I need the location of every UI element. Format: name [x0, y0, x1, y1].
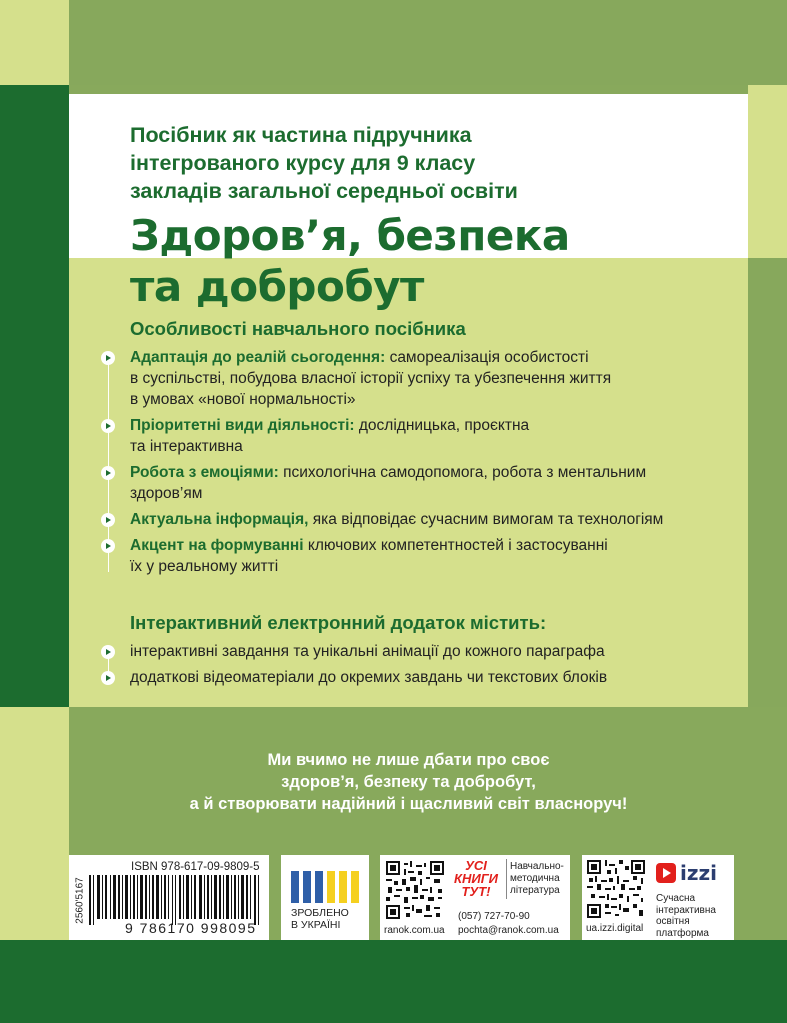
intro-line: інтегрованого курсу для 9 класу	[130, 151, 476, 175]
izzi-description: Сучасна інтерактивна освітня платформа	[656, 893, 716, 939]
isbn-label: ISBN 978-617-09-9809-5	[131, 861, 260, 873]
publisher-card	[380, 855, 570, 940]
intro-line: Посібник як частина підручника	[130, 123, 472, 147]
ukraine-flag-stripes-icon	[291, 871, 359, 903]
features-heading: Особливості навчального посібника	[130, 318, 466, 339]
arrow-bullet-icon	[101, 351, 115, 365]
intro-text	[130, 121, 730, 205]
divider	[506, 859, 507, 899]
item-highlight: Пріоритетні види діяльності:	[130, 417, 355, 434]
qr-code-icon[interactable]	[386, 861, 444, 919]
item-text: ключових компетентностей і застосуванні	[307, 537, 608, 554]
arrow-bullet-icon	[101, 466, 115, 480]
item-text: в умовах «нової нормальності»	[130, 391, 356, 408]
list-item	[108, 535, 728, 577]
publisher-description: Навчально- методична література	[510, 861, 564, 896]
stamp-text: УСІ КНИГИ ТУТ!	[453, 858, 499, 899]
arrow-bullet-icon	[101, 513, 115, 527]
item-text: дослідницька, проєктна	[358, 417, 530, 434]
list-item	[108, 667, 728, 688]
slogan-line: Ми вчимо не лише дбати про своє	[267, 751, 550, 769]
made-in-ukraine-card	[281, 855, 369, 940]
arrow-bullet-icon	[101, 645, 115, 659]
list-item	[108, 641, 728, 662]
publisher-phone: (057) 727-70-90	[458, 911, 530, 922]
arrow-bullet-icon	[101, 671, 115, 685]
slogan	[69, 749, 748, 815]
made-in-ukraine-text: ЗРОБЛЕНО В УКРАЇНІ	[291, 907, 349, 931]
item-text: яка відповідає сучасним вимогам та технологіям	[312, 511, 664, 528]
izzi-logo: izzi	[680, 861, 717, 885]
slogan-line: а й створювати надійний і щасливий світ власноруч!	[189, 795, 628, 813]
slogan-line: здоров’я, безпеку та добробут,	[281, 773, 536, 791]
barcode-number: 9 786170 998095	[125, 920, 257, 936]
item-highlight: Робота з емоціями:	[130, 464, 279, 481]
decor-block	[69, 0, 787, 85]
title-line: та добробут	[130, 262, 424, 311]
decor-block	[0, 707, 69, 940]
barcode-side-code: 2560'5167	[74, 877, 86, 924]
book-title	[130, 210, 740, 312]
interactive-heading: Інтерактивний електронний додаток містить:	[130, 612, 547, 633]
item-text: їх у реальному житті	[130, 558, 279, 575]
arrow-bullet-icon	[101, 539, 115, 553]
features-list	[108, 347, 728, 582]
decor-block	[0, 940, 787, 1023]
decor-block	[0, 0, 69, 85]
decor-block	[0, 85, 69, 707]
publisher-site[interactable]: ranok.com.ua	[384, 925, 445, 936]
arrow-bullet-icon	[101, 419, 115, 433]
decor-block	[748, 85, 787, 258]
decor-block	[748, 258, 787, 707]
interactive-list	[108, 641, 728, 693]
izzi-logo-icon	[656, 863, 676, 883]
item-text: в суспільстві, побудова власної історії успіху та убезпечення життя	[130, 370, 612, 387]
izzi-card	[582, 855, 734, 940]
item-text: здоров’ям	[130, 485, 203, 502]
barcode-icon	[89, 875, 263, 925]
izzi-site[interactable]: ua.izzi.digital	[586, 923, 644, 934]
publisher-email[interactable]: pochta@ranok.com.ua	[458, 925, 559, 936]
list-item	[108, 415, 728, 457]
item-text: самореалізація особистості	[389, 349, 589, 366]
item-text: психологічна самодопомога, робота з ментальним	[283, 464, 647, 481]
item-text: додаткові відеоматеріали до окремих завдань чи текстових блоків	[130, 669, 608, 686]
item-text: інтерактивні завдання та унікальні анімації до кожного параграфа	[130, 643, 605, 660]
item-text: та інтерактивна	[130, 438, 243, 455]
qr-code-icon[interactable]	[587, 860, 645, 918]
intro-line: закладів загальної середньої освіти	[130, 179, 518, 203]
title-line: Здоров’я, безпека	[130, 211, 570, 260]
list-item	[108, 462, 728, 504]
item-highlight: Адаптація до реалій сьогодення:	[130, 349, 386, 366]
list-item	[108, 509, 728, 530]
list-item	[108, 347, 728, 410]
item-highlight: Актуальна інформація,	[130, 511, 309, 528]
isbn-barcode-card	[69, 855, 269, 940]
item-highlight: Акцент на формуванні	[130, 537, 304, 554]
